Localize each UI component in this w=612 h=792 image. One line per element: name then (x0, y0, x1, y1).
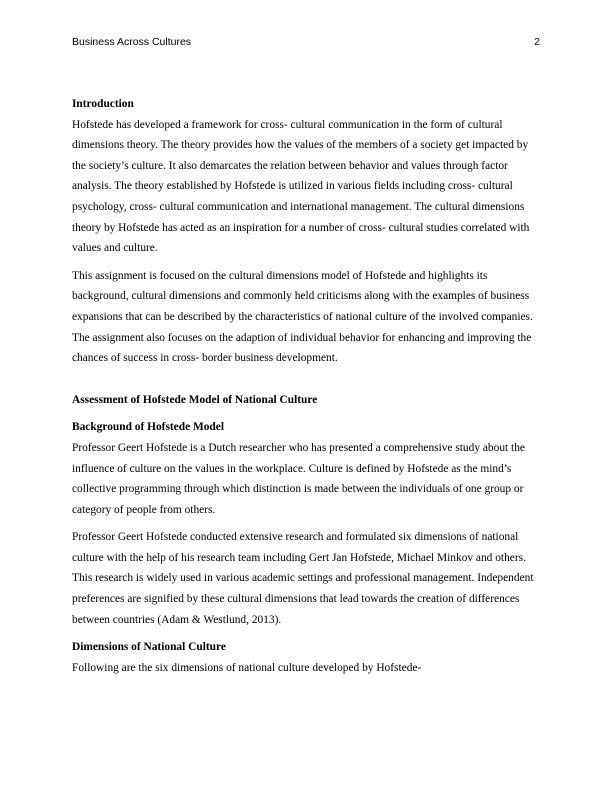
dimensions-paragraph-1: Following are the six dimensions of national culture developed by Hofstede- (72, 661, 422, 674)
introduction-paragraph-1: Hofstede has developed a framework for cross- cultural communication in the form of cultural dimensions theory. The theory provides how the values of the members of a society get impacted by the society’s culture. It also demarcates the relation between behavior and values through factor analysis. The theory established by Hofstede is utilized in various fields including cross- cultural psychology, cross- cultural communication and international management. The cultural dimensions theory by Hofstede has acted as an inspiration for a number of cross- cultural studies correlated with values and culture. (72, 118, 530, 255)
introduction-paragraph-2: This assignment is focused on the cultural dimensions model of Hofstede and highlights its background, cultural dimensions and commonly held criticisms along with the examples of business expansions that can be described by the characteristics of national culture of the involved companies. The assignment also focuses on the adaption of individual behavior for enhancing and improving the chances of success in cross- border business development. (72, 269, 533, 365)
background-paragraph-1: Professor Geert Hofstede is a Dutch researcher who has presented a comprehensive study about the influence of culture on the values in the workplace. Culture is defined by Hofstede as the mind’s collective programming through which distinction is made between the individuals of one group or category of people from others. (72, 441, 525, 516)
document-body (72, 94, 540, 678)
page-header (72, 36, 540, 50)
background-heading: Background of Hofstede Model (72, 421, 224, 434)
dimensions-heading: Dimensions of National Culture (72, 641, 226, 654)
page-number: 2 (534, 36, 540, 48)
introduction-heading: Introduction (72, 98, 134, 110)
header-title: Business Across Cultures (72, 36, 192, 48)
background-paragraph-2: Professor Geert Hofstede conducted extensive research and formulated six dimensions of national culture with the help of his research team including Gert Jan Hofstede, Michael Minkov and others. This research is widely used in various academic settings and professional management. Independent preferences are signified by these cultural dimensions that lead towards the creation of differences between countries (Adam & Westlund, 2013). (72, 531, 534, 626)
assessment-heading: Assessment of Hofstede Model of National Culture (72, 393, 318, 406)
